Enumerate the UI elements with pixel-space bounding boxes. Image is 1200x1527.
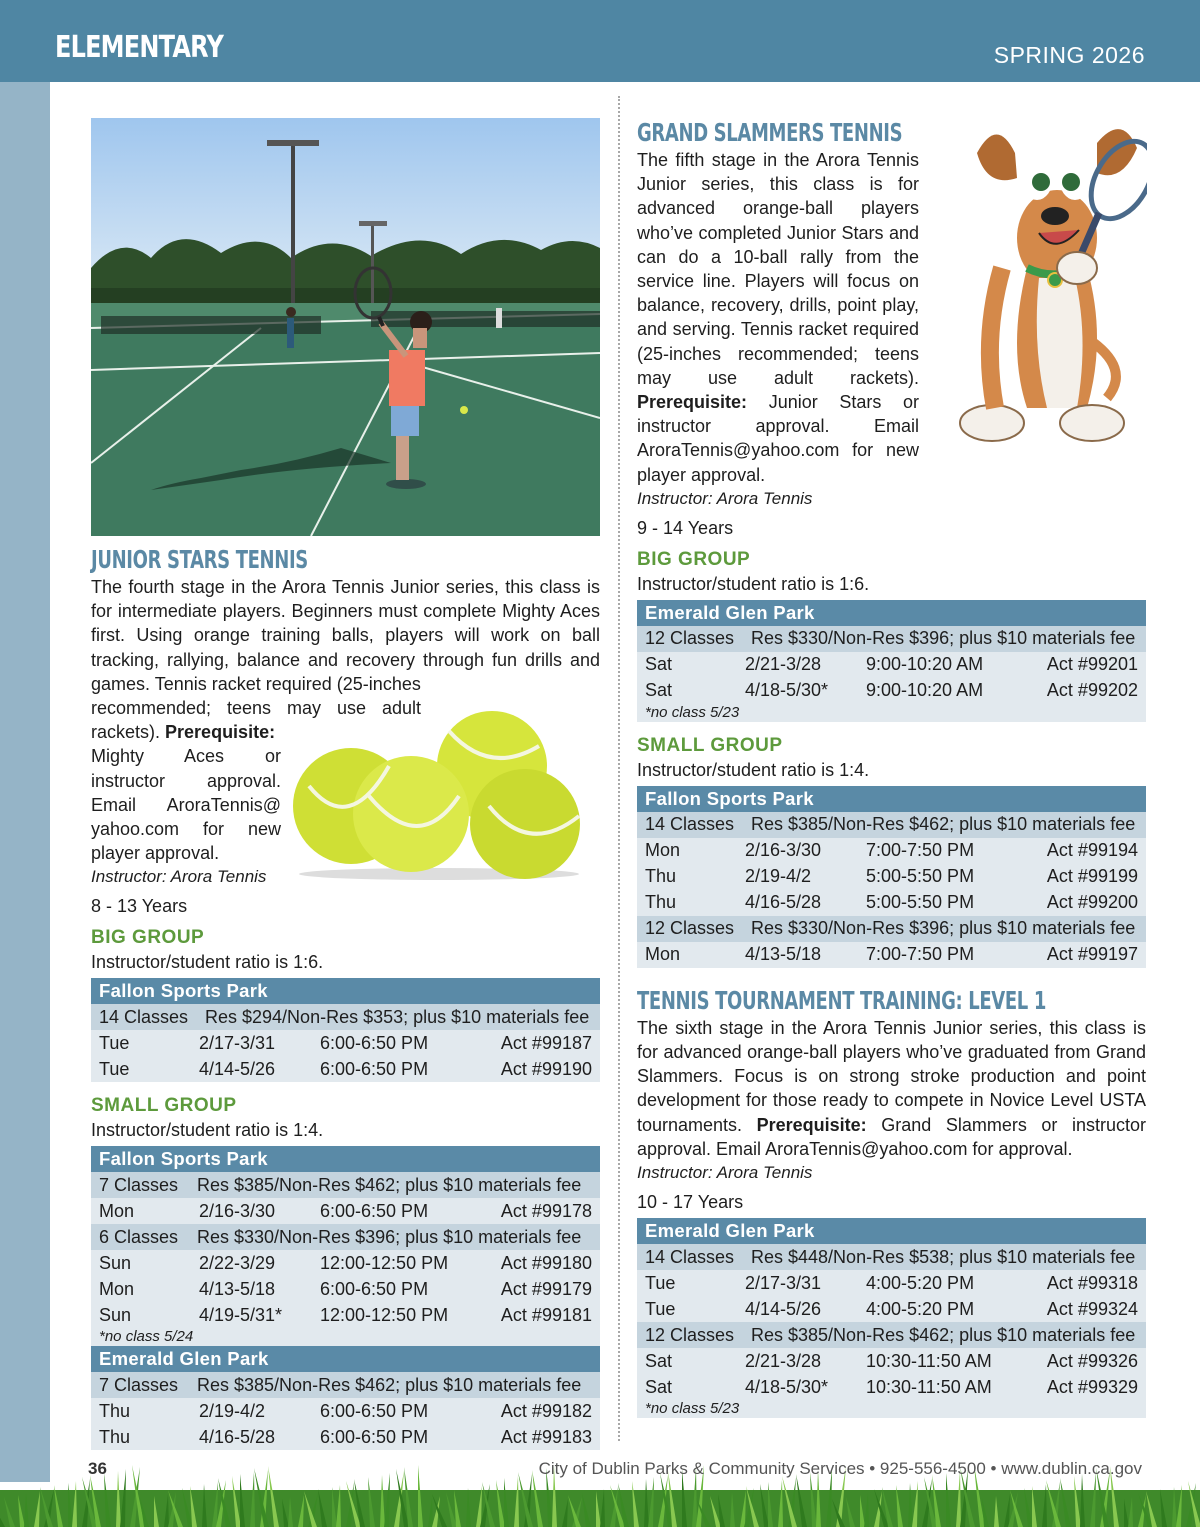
table-row: Sat 4/18-5/30* 10:30-11:50 AM Act #99329 xyxy=(637,1374,1146,1400)
table-row: Sun 4/19-5/31* 12:00-12:50 PM Act #99181 xyxy=(91,1302,600,1328)
description-wrap-2: Mighty Aces or instructor approval. Email AroraTennis@ yahoo.com for new player approval. xyxy=(91,746,281,864)
price-row: 6 Classes Res $330/Non-Res $396; plus $10 materials fee xyxy=(91,1224,600,1250)
big-group-label: BIG GROUP xyxy=(637,548,751,570)
schedule-note: *no class 5/23 xyxy=(645,703,740,721)
tennis-balls-image xyxy=(289,706,589,881)
description-lead: The fourth stage in the Arora Tennis Junior series, this class is for intermediate players. Beginners must complete Mighty Aces first. Using orange training balls, players will work on ball tracking, rallying, balance and recovery through fun drills and games. Tennis racket required (25-inches xyxy=(91,577,600,694)
table-row: Thu 4/16-5/28 6:00-6:50 PM Act #99183 xyxy=(91,1424,600,1450)
table-row: Sat 2/21-3/28 10:30-11:50 AM Act #99326 xyxy=(637,1348,1146,1374)
table-row: Thu 4/16-5/28 5:00-5:50 PM Act #99200 xyxy=(637,890,1146,916)
instructor: Instructor: Arora Tennis xyxy=(91,867,267,887)
table-row: Mon 2/16-3/30 7:00-7:50 PM Act #99194 xyxy=(637,838,1146,864)
park-name: Emerald Glen Park xyxy=(637,1218,1146,1244)
big-group-label: BIG GROUP xyxy=(91,927,205,949)
tennis-court-photo xyxy=(91,118,600,536)
table-row: Mon 2/16-3/30 6:00-6:50 PM Act #99178 xyxy=(91,1198,600,1224)
park-name: Emerald Glen Park xyxy=(637,600,1146,626)
table-row: Thu 2/19-4/2 5:00-5:50 PM Act #99199 xyxy=(637,864,1146,890)
junior-stars-description xyxy=(91,575,600,696)
description-wrap: The fifth stage in the Arora Tennis Junior series, this class is for advanced orange-ball players who’ve completed Junior Stars and can do a 10-ball rally from the service line. Players will focus on balance, recovery, drills, point play, and serving. Tennis racket required (25-inches recommended; teens may use adult rackets). xyxy=(637,150,919,388)
column-divider xyxy=(618,96,620,1441)
table-row: Mon 4/13-5/18 6:00-6:50 PM Act #99179 xyxy=(91,1276,600,1302)
tournament-title: TENNIS TOURNAMENT TRAINING: LEVEL 1 xyxy=(637,985,1046,1015)
price-row: 14 Classes Res $448/Non-Res $538; plus $10 materials fee xyxy=(637,1244,1146,1270)
table-row: Tue 2/17-3/31 6:00-6:50 PM Act #99187 xyxy=(91,1030,600,1056)
right-column xyxy=(637,118,1146,1418)
left-column xyxy=(91,118,600,1450)
age-range: 9 - 14 Years xyxy=(637,517,734,538)
schedule-note: *no class 5/23 xyxy=(645,1400,740,1418)
page-number: 36 xyxy=(88,1459,107,1478)
price-row: 12 Classes Res $385/Non-Res $462; plus $10 materials fee xyxy=(637,1322,1146,1348)
class-count: 14 Classes xyxy=(99,1006,189,1027)
park-name: Fallon Sports Park xyxy=(637,786,1146,812)
grand-slammers-small-group-table xyxy=(637,786,1146,968)
tournament-table xyxy=(637,1218,1146,1418)
table-row: Sat 4/18-5/30* 9:00-10:20 AM Act #99202 xyxy=(637,678,1146,704)
tournament-description xyxy=(637,1016,1146,1161)
junior-stars-title: JUNIOR STARS TENNIS xyxy=(91,545,308,574)
park-name: Fallon Sports Park xyxy=(91,1146,600,1172)
table-row: Tue 4/14-5/26 6:00-6:50 PM Act #99190 xyxy=(91,1056,600,1082)
big-group-ratio: Instructor/student ratio is 1:6. xyxy=(637,573,870,594)
instructor: Instructor: Arora Tennis xyxy=(637,1163,813,1183)
header-bar xyxy=(0,0,1200,82)
description-tail: Grand Slammers or instructor approval. Email AroraTennis@yahoo.com for approval. xyxy=(637,1114,1146,1159)
prerequisite-label: Prerequisite: xyxy=(165,722,276,743)
price-row: 7 Classes Res $385/Non-Res $462; plus $10 materials fee xyxy=(91,1372,600,1398)
prerequisite-label: Prerequisite: xyxy=(637,392,748,413)
price-text: Res $294/Non-Res $353; plus $10 materials fee xyxy=(205,1006,590,1027)
grand-slammers-big-group-table xyxy=(637,600,1146,722)
season-label: SPRING 2026 xyxy=(993,42,1145,68)
description-tail: Junior Stars or instructor approval. Email AroraTennis@yahoo.com for new player approval. xyxy=(637,392,919,485)
left-margin-bar xyxy=(0,82,50,1482)
price-row: 12 Classes Res $330/Non-Res $396; plus $10 materials fee xyxy=(637,626,1146,652)
small-group-ratio: Instructor/student ratio is 1:4. xyxy=(637,759,870,780)
price-row xyxy=(91,1004,600,1030)
tennis-court-illustration xyxy=(91,118,600,536)
junior-stars-small-group-table xyxy=(91,1146,600,1450)
junior-stars-description-narrow xyxy=(91,744,281,865)
table-row: Sun 2/22-3/29 12:00-12:50 PM Act #99180 xyxy=(91,1250,600,1276)
table-row: Tue 4/14-5/26 4:00-5:20 PM Act #99324 xyxy=(637,1296,1146,1322)
price-row: 7 Classes Res $385/Non-Res $462; plus $10 materials fee xyxy=(91,1172,600,1198)
table-row: Thu 2/19-4/2 6:00-6:50 PM Act #99182 xyxy=(91,1398,600,1424)
small-group-ratio: Instructor/student ratio is 1:4. xyxy=(91,1120,324,1141)
dog-mascot-illustration xyxy=(957,118,1147,448)
age-range: 10 - 17 Years xyxy=(637,1192,744,1213)
section-title: ELEMENTARY xyxy=(55,30,224,65)
table-row: Sat 2/21-3/28 9:00-10:20 AM Act #99201 xyxy=(637,652,1146,678)
grand-slammers-title: GRAND SLAMMERS TENNIS xyxy=(637,118,903,147)
age-range: 8 - 13 Years xyxy=(91,896,188,917)
park-name: Emerald Glen Park xyxy=(91,1346,600,1372)
schedule-note: *no class 5/24 xyxy=(99,1328,194,1346)
grand-slammers-description xyxy=(637,148,919,487)
junior-stars-big-group-table xyxy=(91,978,600,1082)
small-group-label: SMALL GROUP xyxy=(91,1095,237,1117)
small-group-label: SMALL GROUP xyxy=(637,734,783,756)
price-row: 14 Classes Res $385/Non-Res $462; plus $10 materials fee xyxy=(637,812,1146,838)
description-wrap: recommended; teens may use adult rackets). xyxy=(91,698,421,743)
table-row: Mon 4/13-5/18 7:00-7:50 PM Act #99197 xyxy=(637,942,1146,968)
table-row: Tue 2/17-3/31 4:00-5:20 PM Act #99318 xyxy=(637,1270,1146,1296)
price-row: 12 Classes Res $330/Non-Res $396; plus $10 materials fee xyxy=(637,916,1146,942)
prerequisite-label: Prerequisite: xyxy=(756,1114,867,1135)
instructor: Instructor: Arora Tennis xyxy=(637,488,813,508)
big-group-ratio: Instructor/student ratio is 1:6. xyxy=(91,952,324,973)
park-name: Fallon Sports Park xyxy=(91,978,600,1004)
footer-contact: City of Dublin Parks & Community Services • 925-556-4500 • www.dublin.ca.gov xyxy=(538,1459,1142,1478)
description-lead: The sixth stage in the Arora Tennis Junior series, this class is for advanced orange-ball players who’ve graduated from Grand Slammers. Focus is on strong stroke production and point development for those ready to compete in Novice Level USTA tournaments. xyxy=(637,1017,1146,1135)
